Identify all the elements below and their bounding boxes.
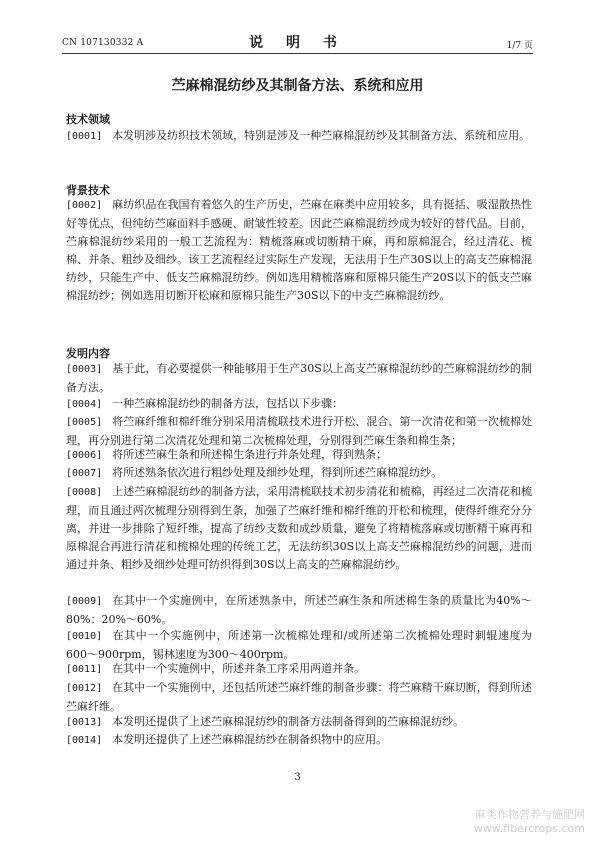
paragraph-number: [0007] [66, 468, 103, 479]
paragraph-0002 [66, 196, 532, 305]
paragraph-number: [0006] [66, 450, 103, 461]
paragraph-number: [0014] [66, 735, 103, 746]
document-type-heading: 说 明 书 [249, 35, 346, 51]
watermark-url: www.fibercrops.com [473, 822, 585, 835]
paragraph-0007 [66, 464, 532, 483]
header-divider [62, 53, 533, 54]
paragraph-0001 [66, 127, 532, 146]
paragraph-0014 [66, 731, 532, 750]
paragraph-number: [0001] [66, 131, 103, 142]
paragraph-text: 在其中一个实施例中，所述第一次梳棉处理和/或所述第二次梳棉处理时刺辊速度为600～900rpm，锡林速度为300～400rpm。 [66, 629, 532, 661]
watermark-site-name: 麻类作物营养与施肥网 [475, 808, 585, 821]
paragraph-number: [0008] [66, 487, 103, 498]
paragraph-0012 [66, 679, 532, 716]
paragraph-0004 [66, 395, 532, 414]
paragraph-text: 将所述熟条依次进行粗纱处理及细纱处理，得到所述苎麻棉混纺纱。 [112, 466, 443, 479]
paragraph-0013 [66, 713, 532, 732]
paragraph-number: [0003] [66, 364, 103, 375]
paragraph-text: 一种苎麻棉混纺纱的制备方法，包括以下步骤： [112, 397, 344, 410]
paragraph-text: 将苎麻纤维和棉纤维分别采用清梳联技术进行开松、混合、第一次清花和第一次梳棉处理，再分别进行第二次清花处理和第二次梳棉处理，分别得到苎麻生条和棉生条； [66, 415, 532, 447]
paragraph-0008 [66, 483, 532, 574]
paragraph-text: 将所述苎麻生条和所述棉生条进行并条处理，得到熟条； [112, 448, 388, 461]
paragraph-number: [0002] [66, 200, 103, 211]
paragraph-text: 基于此，有必要提供一种能够用于生产30S以上高支苎麻棉混纺纱的苎麻棉混纺纱的制备方法。 [66, 362, 532, 394]
paragraph-number: [0004] [66, 399, 103, 410]
paragraph-number: [0012] [66, 683, 103, 694]
paragraph-text: 本发明还提供了上述苎麻棉混纺纱在制备织物中的应用。 [112, 733, 388, 746]
paragraph-number: [0010] [66, 631, 103, 642]
paragraph-0009 [66, 592, 532, 629]
paragraph-text: 在其中一个实施例中，还包括所述苎麻纤维的制备步骤：将苎麻精干麻切断，得到所述苎麻纤维。 [66, 681, 532, 713]
paragraph-0011 [66, 660, 532, 679]
page-number: 3 [294, 772, 301, 783]
paragraph-text: 在其中一个实施例中，在所述熟条中，所述苎麻生条和所述棉生条的质量比为40%～80%：20%～60%。 [66, 594, 532, 626]
section-heading-tech-field: 技术领域 [66, 113, 110, 126]
paragraph-0010 [66, 627, 532, 664]
paragraph-text: 本发明还提供了上述苎麻棉混纺纱的制备方法制备得到的苎麻棉混纺纱。 [112, 715, 465, 728]
paragraph-0005 [66, 413, 532, 450]
document-title: 苎麻棉混纺纱及其制备方法、系统和应用 [171, 78, 424, 94]
section-heading-summary: 发明内容 [66, 347, 110, 360]
paragraph-text: 上述苎麻棉混纺纱的制备方法，采用清梳联技术初步清花和梳棉，再经过二次清花和梳理，而且通过两次梳理分别得到生条，加强了苎麻纤维和棉纤维的开松和梳理，使得纤维充分分离，并进一步排除了短纤维，提高了纺纱支数和成纱质量，避免了将精梳落麻或切断精干麻再和原棉混合再进行清花和梳棉处理的传统工艺，无法纺织30S以上高支苎麻棉混纺纱的问题，进而通过并条、粗纱及细纱处理可纺织得到30S以上高支的苎麻棉混纺纱。 [66, 485, 532, 571]
patent-number: CN 107130332 A [62, 38, 144, 48]
paragraph-text: 麻纺织品在我国有着悠久的生产历史，苎麻在麻类中应用较多，具有挺括、吸湿散热性好等优点，但纯纺苎麻面料手感硬、耐皱性较差。因此苎麻棉混纺纱成为较好的替代品。目前，苎麻棉混纺纱采用的一般工艺流程为：精梳落麻或切断精干麻，再和原棉混合，经过清花、梳棉、并条、粗纱及细纱。该工艺流程经过实际生产发现，无法用于生产30S以上的高支苎麻棉混纺纱，只能生产中、低支苎麻棉混纺纱。例如选用精梳落麻和原棉只能生产20S以下的低支苎麻棉混纺纱；例如选用切断开松麻和原棉只能生产30S以下的中支苎麻棉混纺纱。 [66, 198, 532, 302]
paragraph-number: [0009] [66, 596, 103, 607]
paragraph-number: [0011] [66, 664, 103, 675]
paragraph-number: [0013] [66, 717, 103, 728]
section-heading-background: 背景技术 [66, 184, 110, 197]
paragraph-0006 [66, 446, 532, 465]
paragraph-text: 本发明涉及纺织技术领域，特别是涉及一种苎麻棉混纺纱及其制备方法、系统和应用。 [112, 129, 531, 142]
page-counter: 1/7 页 [506, 41, 533, 51]
paragraph-text: 在其中一个实施例中，所述并条工序采用两道并条。 [112, 662, 366, 675]
watermark [474, 808, 585, 836]
paragraph-0003 [66, 360, 532, 397]
paragraph-number: [0005] [66, 417, 103, 428]
